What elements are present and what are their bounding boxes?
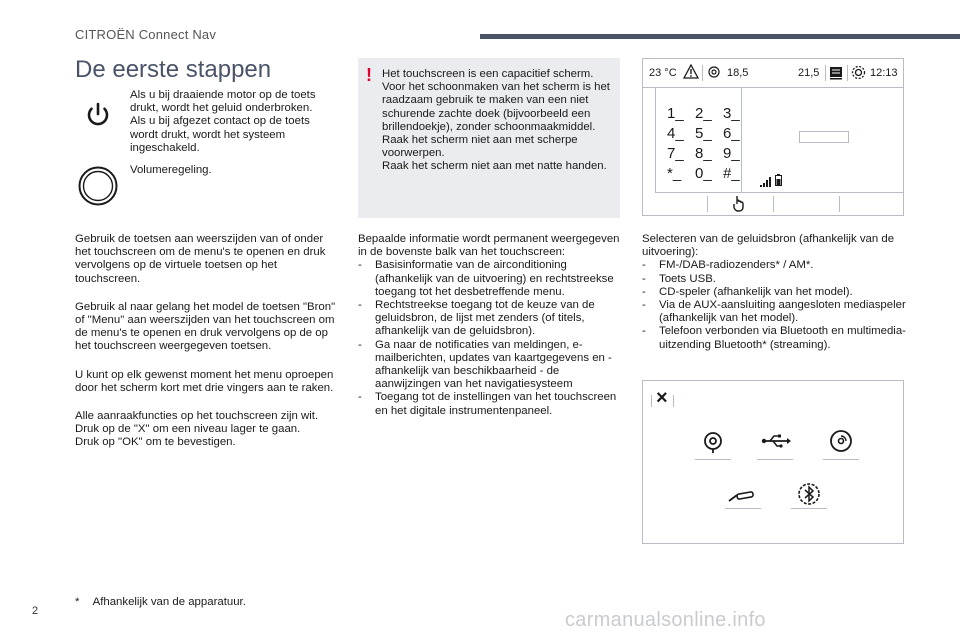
radio-value: 18,5 [727, 67, 749, 79]
status-bar [643, 59, 903, 88]
middle-intro: Bepaalde informatie wordt permanent weergegeven in de bovenste balk van het touchscreen: [358, 233, 620, 259]
input-field-graphic [799, 131, 849, 143]
list-item: - Toegang tot de instellingen van het touchscreen en het digitale instrumentenpaneel. [358, 391, 617, 417]
warning-note-text: Het touchscreen is een capacitief scherm. Voor het schoonmaken van het scherm is het raadzaam gebruik te maken van een niet schurende zachte doek (bijvoorbeeld een brillendoekje), zonder schoonmaakmiddel. Raak het scherm niet aan met scherpe voorwerpen. Raak het scherm niet aan met natte handen. [382, 68, 610, 173]
touchscreen-home-illustration [642, 58, 904, 216]
power-icon [80, 97, 116, 133]
paragraph: Gebruik al naar gelang het model de toetsen "Bron" of "Menu" aan weerszijden van het touchscreen om de menu's te openen en druk vervolgens op de op het touchscreen weergegeven toetsen. [75, 300, 336, 353]
bluetooth-icon [797, 482, 821, 511]
key: 8_ [695, 145, 712, 162]
key: 6_ [723, 125, 740, 142]
key: 4_ [667, 125, 684, 142]
finger-touch-icon [732, 194, 746, 217]
footnote [75, 596, 246, 608]
usb-icon [761, 433, 791, 454]
clock: 12:13 [870, 67, 898, 79]
settings-gear-icon [851, 65, 866, 83]
key: 7_ [667, 145, 684, 162]
source-selection-illustration [642, 380, 904, 544]
header-brand-title: CITROËN Connect Nav [75, 27, 217, 42]
key: *_ [667, 165, 682, 182]
header-bar [480, 34, 960, 39]
warning-triangle-icon [683, 64, 699, 82]
close-icon: × [656, 387, 668, 409]
page-number: 2 [32, 605, 39, 617]
key: #_ [723, 165, 740, 182]
power-button-description: Als u bij draaiende motor op de toets drukt, wordt het geluid onderbroken. Als u bij afgezet contact op de toets wordt drukt, wordt het systeem ingeschakeld. [130, 89, 316, 154]
middle-section [358, 233, 623, 418]
temp-left: 23 °C [649, 67, 677, 79]
key: 1_ [667, 105, 684, 122]
cd-icon [829, 429, 853, 458]
right-intro: Selecteren van de geluidsbron (afhankelijk van de uitvoering): [642, 233, 895, 259]
paragraph: Alle aanraakfuncties op het touchscreen zijn wit. Druk op de "X" om een niveau lager te gaan. Druk op "OK" om te bevestigen. [75, 410, 319, 449]
list-item: - Rechtstreekse toegang tot de keuze van de geluidsbron, de lijst met zenders (of titels, afhankelijk van de geluidsbron). [358, 299, 595, 338]
right-section [642, 233, 912, 352]
signal-strength-icon [760, 174, 772, 192]
temp-right: 21,5 [798, 67, 820, 79]
volume-knob-description: Volumeregeling. [130, 164, 212, 176]
list-item: - Via de AUX-aansluiting aangesloten mediaspeler (afhankelijk van het model). [642, 299, 906, 325]
paragraph: U kunt op elk gewenst moment het menu oproepen door het scherm kort met drie vingers aan te raken. [75, 368, 334, 394]
list-item: - Ga naar de notificaties van meldingen, e-mailberichten, updates van kaartgegevens en - afhankelijk van beschikbaarheid - de aanwijzingen van het navigatiesysteem [358, 338, 612, 391]
paragraph: Gebruik de toetsen aan weerszijden van of onder het touchscreen om de menu's te openen en druk vervolgens op de virtuele toetsen op het touchscreen. [75, 233, 326, 285]
list-item: - CD-speler (afhankelijk van het model). [642, 285, 853, 298]
notification-icon [829, 66, 843, 83]
list-item: - Toets USB. [642, 272, 716, 285]
aux-jack-icon [727, 489, 757, 508]
footnote-mark: * [75, 596, 80, 608]
warning-exclamation-icon: ! [366, 65, 372, 85]
key: 2_ [695, 105, 712, 122]
key: 0_ [695, 165, 712, 182]
key: 9_ [723, 145, 740, 162]
phone-keypad [667, 104, 751, 184]
key: 5_ [695, 125, 712, 142]
watermark: carmanualsonline.info [565, 609, 766, 631]
radio-icon [707, 65, 721, 82]
list-item: - Telefoon verbonden via Bluetooth en multimedia-uitzending Bluetooth* (streaming). [642, 325, 906, 351]
volume-knob-icon [78, 166, 118, 211]
key: 3_ [723, 105, 740, 122]
list-item: - FM-/DAB-radiozenders* / AM*. [642, 259, 814, 272]
footnote-text: Afhankelijk van de apparatuur. [92, 596, 246, 608]
radio-icon [701, 429, 725, 458]
left-paragraphs [75, 233, 340, 450]
battery-icon [775, 173, 782, 191]
list-item: - Basisinformatie van de airconditioning (afhankelijk van de uitvoering) en rechtstreekse toegang tot het desbetreffende menu. [358, 259, 614, 298]
page-title: De eerste stappen [75, 56, 272, 83]
